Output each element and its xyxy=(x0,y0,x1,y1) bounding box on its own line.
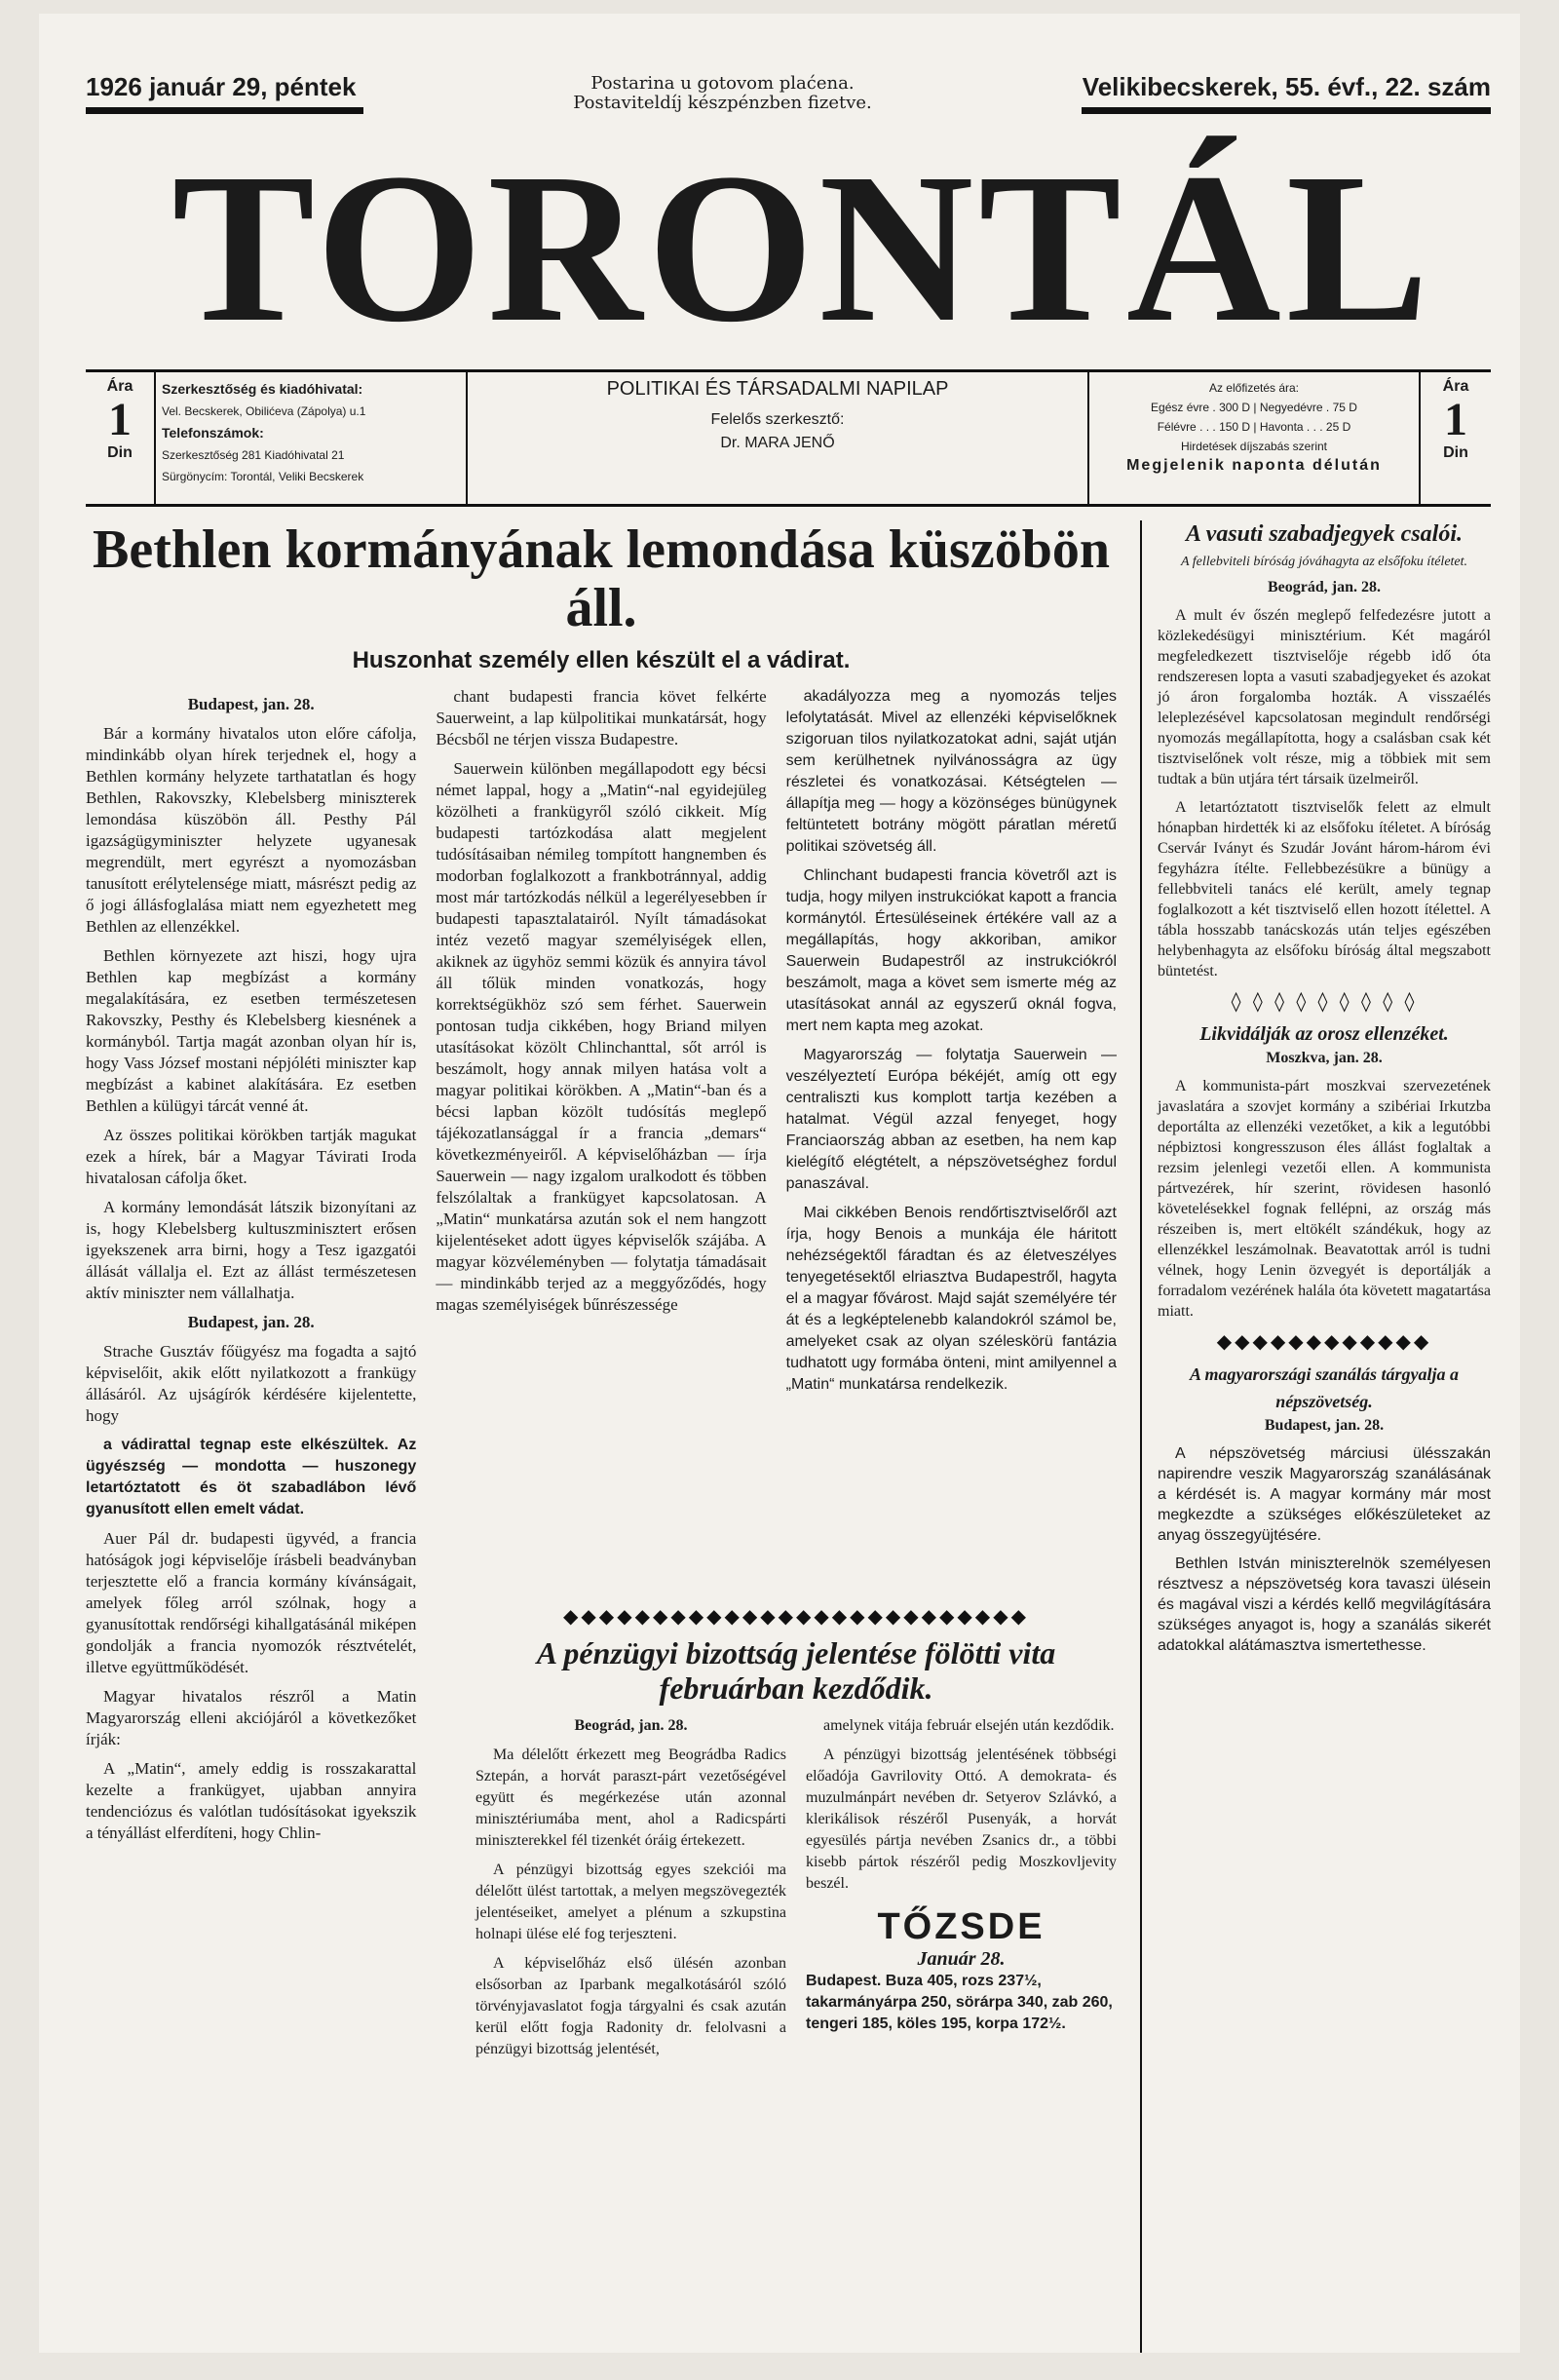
price-value: 1 xyxy=(108,394,132,445)
league-text xyxy=(1158,1443,1491,1656)
office-title: Szerkesztőség és kiadóhivatal: xyxy=(162,381,363,397)
finance-column-1 xyxy=(475,1715,786,2068)
masthead: TORONTÁL xyxy=(171,128,1434,366)
phone-title: Telefonszámok: xyxy=(162,425,264,441)
headline: Bethlen kormányának lemondása küszöbön áll. xyxy=(92,519,1110,638)
postal-line-2: Postaviteldíj készpénzben fizetve. xyxy=(573,93,872,113)
paper-type-box xyxy=(468,372,1089,504)
main-content xyxy=(86,520,1491,2353)
postal-line-1: Postarina u gotovom plaćena. xyxy=(590,73,855,94)
editor-label: Felelős szerkesztő: xyxy=(710,411,845,428)
divider-1: ◊ ◊ ◊ ◊ ◊ ◊ ◊ ◊ ◊ xyxy=(1231,989,1418,1013)
col1-p4: A kormány lemondását látszik bizonyítani az is, hogy Klebelsberg kultuszminisztert erősen igyekszenek arra birni, hogy a Tesz igazgatói állását vállalja el. Ezt az állást természetesen aktív miniszter nem vállalhatja. xyxy=(86,1198,417,1302)
russia-p1: A kommunista-párt moszkvai szervezetének javaslatára a szovjet kormány a szibériai Irkutzba deportálta az ellenzéki vezetőket, a kik a legutóbbi népbiztosi kongresszuson éles állást foglaltak a rezsim jelenlegi vezetői ellen. A kommunista pártvezérek, hír szerint, rövidesen hasonló követelésekkel fognak fellépni, az ország más részeiben is, mert eltökélt szándékuk, hogy az ellenzékkel leszámolnak. Beavatottak arról is tudni vélnek, hogy Lenin özvegyét is deportálják a forradalom vezérének halála óta követett magatartása miatt. xyxy=(1158,1078,1491,1320)
russia-title: Likvidálják az orosz ellenzéket. xyxy=(1199,1023,1449,1045)
col1b-p1: Strache Gusztáv főügyész ma fogadta a sajtó képviselőit, akik előtt nyilatkozott a frankügy állásáról. Az ujságírók kérdésére kijelentette, hogy xyxy=(86,1342,417,1425)
col1-bold: a vádirattal tegnap este elkészültek. Az ügyészség — mondotta — huszonegy letartóztatott és öt szabadlábon lévő gyanusított ellen emelt vádat. xyxy=(86,1437,417,1517)
editorial-office xyxy=(156,372,468,504)
sidebar-column xyxy=(1140,520,1491,2353)
col1c-p2: Magyar hivatalos részről a Matin Magyarország elleni akciójáról a következőket írják: xyxy=(86,1687,417,1748)
col1-p2: Bethlen környezete azt hiszi, hogy ujra Bethlen kap megbízást a kormány megalakítására, ez esetben természetesen Rakovszky, Pesthy és Klebelsberg kiesnének a kormányból. Tartja magát azonban olyan hír is, hogy Vass József mostani népjóléti miniszter kap megbízást a kabinet alakítására. Ez esetben Bethlen a külügyi tárcát venné át. xyxy=(86,946,417,1115)
col1c-p3: A „Matin“, amely eddig is rosszakarattal kezelte a frankügyet, ujabban annyira tendenciózus és valótlan tudósításokat igyekszik a tényállást elferdíteni, hogy Chlin- xyxy=(86,1759,417,1842)
col3b-p3: Mai cikkében Benois rendőrtisztviselőről azt írja, hogy Benois a munkája éle háritott nehézségektől fáradtan és az életveszélyes tenyegetésektől elriasztva Budapestről, hagyta el a magyar fővárost. Majd saját személyére tér át és a legképtelenebb kalandokról számol be, amelyeket csak az olyan széleskörü fantázia tudhatott ugy formába önteni, mint amilyennel a „Matin“ munkatársa rendelkezik. xyxy=(785,1205,1117,1393)
league-dateline: Budapest, jan. 28. xyxy=(1264,1417,1385,1434)
price-left xyxy=(86,372,156,504)
stock-prices: Budapest. Buza 405, rozs 237½, takarmányárpa 250, sörárpa 340, zab 260, tengeri 185, köles 195, korpa 172½. xyxy=(806,1973,1113,2032)
finance-p3: A képviselőház első ülésén azonban elsősorban az Iparbank megalkotásáról szóló törvényjavaslatot fogja tárgyalni és csak azután kerül előtt fogja Radonity dr. felolvasni a pénzügyi bizottság jelentését, xyxy=(475,1955,786,2057)
col2-p2: Sauerwein különben megállapodott egy bécsi német lappal, hogy a „Matin“-nal egyidejüleg közölheti a frankügyről szóló cikkeit. Míg budapesti tartózkodása alatt megjelent tudósításaiban némileg tompított hangnemben és modorban foglalkozott a frankbotránnyal, addig most már tartózkodás nélkül a legerélyesebben ír budapesti tapasztalatairól. Nyílt támadásokat intéz vezető magyar személyiségek ellen, akiknek az ügyhöz semmi közük és annyira távol áll tőlük minden vonatkozás, hogy korrektségükhöz szó sem férhet. Sauerwein pontosan tudja cikkében, hogy Briand milyen utasításokat közölt Chlinchanttal, sőt arról is beszámolt, hogy annak milyen hatása volt a magyar politikai körökben. A „Matin“-ban és a bécsi lapban közölt tudósítás meglepő tájékozatlansággal ír a francia „demars“ következményeiről. A képviselőházban — írja Sauerwein — nagy izgalom uralkodott és többen felszólaltak a frankügyet kapcsolatosan. A „Matin“ munkatársa azután sok el nem hangzott kijelentéseket adott ügyes képviselők szájába. A magyar közvéleményben — folytatja támadásait — mindinkább terjed az a meggyőződés, hogy magas személyiségek bűnrészessége xyxy=(436,759,767,1314)
dateline-1: Budapest, jan. 28. xyxy=(187,695,315,713)
stock-title: TŐZSDE xyxy=(877,1906,1046,1947)
column-1 xyxy=(86,686,416,1852)
divider-2: ◆◆◆◆◆◆◆◆◆◆◆◆ xyxy=(1216,1329,1432,1353)
publication-note: Megjelenik naponta délután xyxy=(1126,457,1382,474)
subscription-row-2: Félévre . . . 150 D | Havonta . . . 25 D xyxy=(1157,420,1351,434)
col1-p3: Az összes politikai körökben tartják magukat ezek a hírek, bár a Magyar Távirati Iroda hivatalosan cáfolja őket. xyxy=(86,1126,417,1187)
league-p1: A népszövetség márciusi ülésszakán napirendre veszik Magyarország szanálásának a kérdését is. A magyar kormány már most megkezdte a szükséges előkészületeket az anyag összegyüjtésére. xyxy=(1158,1445,1491,1544)
subscription-title: Az előfizetés ára: xyxy=(1208,381,1300,395)
subheadline: Huszonhat személy ellen készült el a vádirat. xyxy=(352,647,851,673)
editor-name: Dr. MARA JENŐ xyxy=(720,435,835,451)
telegram-address: Sürgönycím: Torontál, Veliki Becskerek xyxy=(162,470,364,483)
col1c-p1: Auer Pál dr. budapesti ügyvéd, a francia hatóságok jogi képviselője írásbeli beadványban terjesztette elő a francia kormány kívánságait, amelyek főleg arról szólnak, hogy a gyanusítottak rendőrségi kihallgatásánál miképen gondolják a francia nyomozók résztvételét, illetve együttműködését. xyxy=(86,1529,417,1676)
phone-numbers: Szerkesztőség 281 Kiadóhivatal 21 xyxy=(162,448,345,462)
stock-date: Január 28. xyxy=(917,1948,1006,1970)
info-bar xyxy=(86,369,1491,507)
russia-dateline: Moszkva, jan. 28. xyxy=(1266,1050,1383,1066)
lead-section xyxy=(86,520,1117,2353)
newspaper-page xyxy=(39,14,1520,2353)
ornament-divider: ◆◆◆◆◆◆◆◆◆◆◆◆◆◆◆◆◆◆◆◆◆◆◆◆◆◆ xyxy=(563,1604,1029,1628)
finance-title: A pénzügyi bizottság jelentése fölötti vita februárban kezdődik. xyxy=(536,1635,1056,1706)
finance-article xyxy=(475,1596,1117,2068)
col3-p1: akadályozza meg a nyomozás teljes lefolytatását. Mivel az ellenzéki képviselőknek szigoruan tilos nyilatkozatokat adni, saját utján sem kerülhetnek nyilvánosságra az ügy részletei és vonatkozásai. Kétségtelen — állapítja meg — hogy a közönséges bünügynek feltüntetett botrány mögött páratlan méretű politikai szövetség áll. xyxy=(785,688,1117,855)
ads-note: Hirdetések díjszabás szerint xyxy=(1180,440,1328,453)
price-value-right: 1 xyxy=(1444,394,1467,445)
railway-p2: A letartóztatott tisztviselők felett az elmult hónapban hirdették ki az elsőfoku ítéletet. A bíróság Cservár Iványt és Szudár Jovánt három-három évi fegyházra ítélte. Fellebbezésükre a bünügy a fellebbviteli tanács elé került, amely tegnap foglalkozott a két tisztviselő ellen hozott ítélettel. A tábla hosszabb tanácskozás után teljes egészében helybenhagyta az elsőfoku bíróság által megszabott büntetést. xyxy=(1158,799,1491,979)
price-unit-right: Din xyxy=(1443,444,1468,461)
col3b-p2: Magyarország — folytatja Sauerwein — veszélyeztetí Európa békéjét, amíg ott egy centraliszti kus komplott tartja kezében a hatalmat. Végül azzal fenyeget, hogy Franciaország abban az esetben, ha nem kap kielégítő elégtételt, a népszövetséghez fordul panaszával. xyxy=(785,1047,1117,1192)
league-p2: Bethlen István miniszterelnök személyesen résztvesz a népszövetség kora tavaszi ülésein és magával viszi a kérdés kellő megvilágítására szükséges anyagot is, hogy a szanálás sikerét adatokkal alátámasztva ismertethesse. xyxy=(1158,1555,1491,1654)
subscription-box xyxy=(1089,372,1421,504)
finance-columns xyxy=(475,1715,1117,2068)
finance-p5: A pénzügyi bizottság jelentésének többségi előadója Gavrilovity Ottó. A demokrata- és muzulmánpárt nevében dr. Setyerov Szlávkó, a klerikálisok részéről Pusenyák, a horvát egyesülés pártja nevében Zsanics dr., a többi kisebb pártok részéről pedig Moszkovljevity beszél. xyxy=(806,1747,1117,1892)
railway-subtitle: A fellebviteli bíróság jóváhagyta az elsőfoku ítéletet. xyxy=(1180,555,1468,569)
paper-type: POLITIKAI ÉS TÁRSADALMI NAPILAP xyxy=(606,378,949,400)
stock-exchange xyxy=(806,1906,1117,2035)
issue-date: 1926 január 29, péntek xyxy=(86,72,363,114)
dateline-2: Budapest, jan. 28. xyxy=(187,1313,315,1331)
subscription-row-1: Egész évre . 300 D | Negyedévre . 75 D xyxy=(1151,401,1357,414)
price-label: Ára xyxy=(106,378,133,395)
issue-number: Velikibecskerek, 55. évf., 22. szám xyxy=(1082,72,1491,114)
railway-p1: A mult év őszén meglepő felfedezésre jutott a közlekedésügyi minisztérium. Két magáról megfeledkezett tisztviselője régebb idő óta rendszeresen lopta a vasuti szabadjegyeket és azokat jó áron forgalomba hozták. A visszaélés leleplezésével kapcsolatosan megindult rendőrségi nyomozás megállapította, hogy a csalásban csak két tisztviselőnek volt része, mig a többiek mit sem tudtak a bün utjára tért társaik üzelmeiről. xyxy=(1158,607,1491,787)
col1-p1: Bár a kormány hivatalos uton előre cáfolja, mindinkább olyan hírek terjednek el, hogy a Bethlen kormány helyzete tarthatatlan és hogy Bethlen, Rakovszky, Klebelsberg miniszterek lemondása küszöbön áll. Pesthy Pál igazságügyminiszter helyzete ugyanesak megrendült, mert egyrészt a nyomozásban tanusított erélytelensége miatt, másrészt pedig az ő jogi állásfoglalása miatt nem egyezhetett meg Bethlen az ellenzékkel. xyxy=(86,724,417,936)
finance-p4: amelynek vitája február elsején után kezdődik. xyxy=(823,1717,1115,1734)
col3b-p1: Chlinchant budapesti francia követről azt is tudja, hogy milyen instrukciókat kapott a francia kormánytól. Értesüléseinek értékére vall az a megállapítás, hogy akkoriban, amikor Sauerwein Budapestről az instrukciókról beszámolt, maga a követ sem ismerte még az utasításokat annál az egyszerű oknál fogva, mert nem kapta meg azokat. xyxy=(785,867,1117,1034)
finance-p1: Ma délelőtt érkezett meg Beográdba Radics Sztepán, a horvát paraszt-párt vezetőségével együtt és megérkezése után azonnal minisztériumába ment, ahol a Radicspárti miniszterekkel fél tizenkét óráig értekezett. xyxy=(475,1747,786,1849)
price-right xyxy=(1421,372,1491,504)
editor-block xyxy=(474,408,1082,455)
finance-p2: A pénzügyi bizottság egyes szekciói ma délelőtt ülést tartottak, a melyen megszövegezték jelentéseiket, amelyet a plénum a szkupstina holnapi ülése elé fog terjeszteni. xyxy=(475,1862,786,1942)
finance-column-2 xyxy=(806,1715,1117,2068)
finance-dateline: Beográd, jan. 28. xyxy=(574,1717,688,1734)
price-label-right: Ára xyxy=(1442,378,1469,395)
league-title: A magyarországi szanálás tárgyalja a népszövetség. xyxy=(1189,1364,1460,1411)
railway-dateline: Beográd, jan. 28. xyxy=(1268,579,1381,595)
railway-title: A vasuti szabadjegyek csalói. xyxy=(1186,521,1463,547)
price-unit: Din xyxy=(107,444,133,461)
office-address: Vel. Becskerek, Obilićeva (Zápolya) u.1 xyxy=(162,404,366,418)
col2-p1: chant budapesti francia követ felkérte Sauerweint, a lap külpolitikai munkatársát, hogy Bécsből ne térjen vissza Budapestre. xyxy=(436,687,767,749)
